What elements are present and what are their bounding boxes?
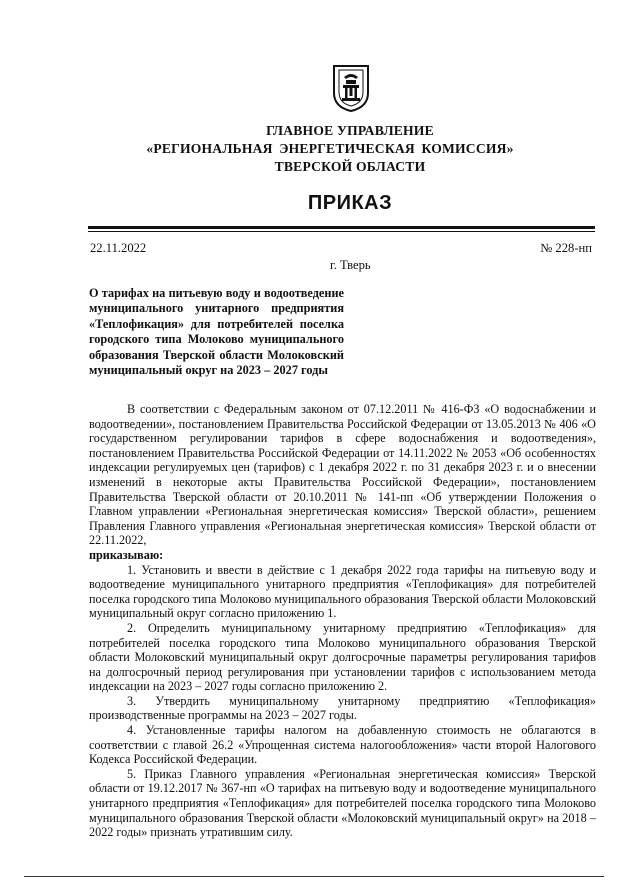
order-item-4: 4. Установленные тарифы налогом на добавленную стоимость не облагаются в соответствии с главой 26.2 «Упрощенная система налогообложения» части второй Налогового Кодекса Российской Федерации. — [89, 723, 596, 767]
org-name-line-2: «РЕГИОНАЛЬНАЯ ЭНЕРГЕТИЧЕСКАЯ КОМИССИЯ» — [146, 141, 514, 156]
page-bottom-line — [24, 876, 604, 877]
order-item-5: 5. Приказ Главного управления «Региональная энергетическая комиссия» Тверской области от 19.12.2017 № 367-нп «О тарифах на питьевую воду и водоотведение муниципального унитарного предприятия «Теплофикация» для потребителей поселка городского типа Молоково муниципального образования Тверской области «Молоковский муниципальный округ» на 2018 – 2022 годы» признать утратившим силу. — [89, 766, 596, 840]
document-body — [89, 402, 596, 840]
order-item-2: 2. Определить муниципальному унитарному предприятию «Теплофикация» для потребителей поселка городского типа Молоково муниципального образования Тверской области Молоковский муниципальный округ долгосрочные параметры регулирования тарифов на долгосрочный период регулирования при установлении тарифов с использованием метода индексации на 2023 – 2027 годы согласно приложению 2. — [89, 620, 596, 694]
header-divider-thin — [88, 231, 595, 232]
order-item-1: 1. Установить и ввести в действие с 1 декабря 2022 года тарифы на питьевую воду и водоотведение муниципального унитарного предприятия «Теплофикация» для потребителей поселка городского типа Молоково муниципального образования Тверской области Молоковский муниципальный округ согласно приложению 1. — [89, 562, 596, 621]
coat-of-arms-icon — [331, 63, 371, 113]
preamble-paragraph: В соответствии с Федеральным законом от 07.12.2011 № 416-ФЗ «О водоснабжении и водоотведении», постановлением Правительства Российской Федерации от 13.05.2013 № 406 «О государственном регулировании тарифов в сфере водоснабжения и водоотведения», постановлением Правительства Российской Федерации от 14.11.2022 № 2053 «Об особенностях индексации регулируемых цен (тарифов) с 1 декабря 2022 г. по 31 декабря 2023 г. и о внесении изменений в некоторые акты Правительства Российской Федерации», постановлением Правительства Тверской области от 20.10.2011 № 141-пп «Об утверждении Положения о Главном управлении «Региональная энергетическая комиссия» Тверской области», решением Правления Главного управления «Региональная энергетическая комиссия» Тверской области от 22.11.2022, — [89, 402, 596, 548]
document-date: 22.11.2022 — [90, 241, 147, 255]
header-divider-thick — [88, 226, 595, 229]
document-city: г. Тверь — [330, 258, 371, 272]
document-subject: О тарифах на питьевую воду и водоотведение муниципального унитарного предприятия «Теплофикация» для потребителей поселка городского типа Молоково муниципального образования Тверской области Молоковский муниципальный округ на 2023 – 2027 годы — [89, 286, 344, 378]
org-name-line-3: ТВЕРСКОЙ ОБЛАСТИ — [274, 159, 426, 174]
document-number: № 228-нп — [540, 241, 592, 255]
org-name-line-1: ГЛАВНОЕ УПРАВЛЕНИЕ — [266, 123, 434, 138]
order-item-3: 3. Утвердить муниципальному унитарному предприятию «Теплофикация» производственные программы на 2023 – 2027 годы. — [89, 693, 596, 723]
orders-word: приказываю: — [89, 547, 164, 562]
document-type-title: ПРИКАЗ — [307, 192, 393, 214]
